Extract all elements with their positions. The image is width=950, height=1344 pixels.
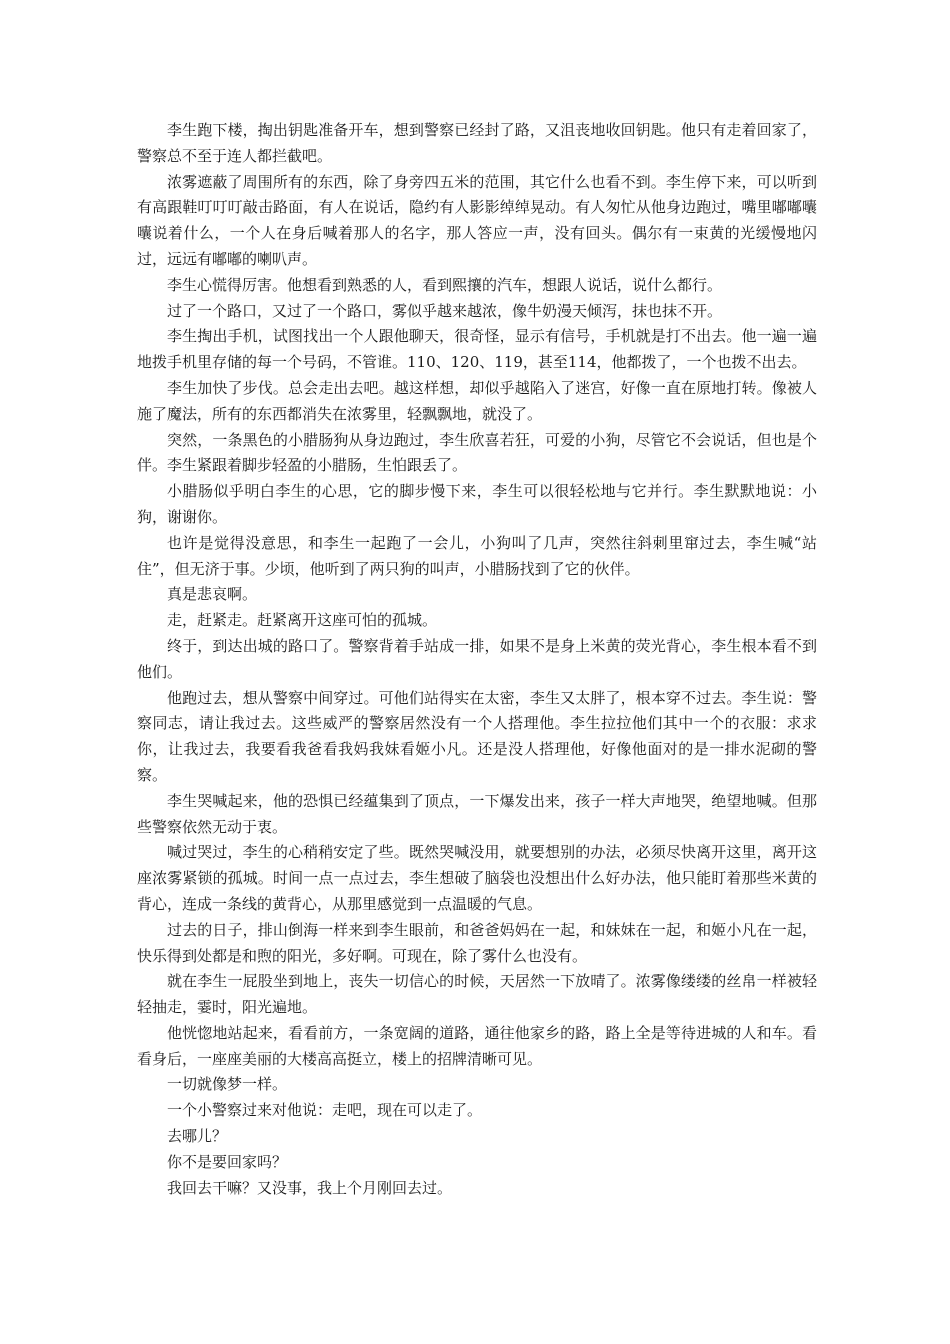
paragraph: 终于，到达出城的路口了。警察背着手站成一排，如果不是身上米黄的荧光背心，李生根本看不到他们。 [137,636,817,681]
paragraph: 也许是觉得没意思，和李生一起跑了一会儿，小狗叫了几声，突然往斜刺里窜过去，李生喊“站住”，但无济于事。少顷，他听到了两只狗的叫声，小腊肠找到了它的伙伴。 [137,533,817,578]
paragraph: 走，赶紧走。赶紧离开这座可怕的孤城。 [167,611,438,630]
paragraph: 突然，一条黑色的小腊肠狗从身边跑过，李生欣喜若狂，可爱的小狗，尽管它不会说话，但也是个伴。李生紧跟着脚步轻盈的小腊肠，生怕跟丢了。 [137,430,817,475]
paragraph: 一切就像梦一样。 [167,1075,288,1094]
paragraph: 李生跑下楼，掏出钥匙准备开车，想到警察已经封了路，又沮丧地收回钥匙。他只有走着回家了，警察总不至于连人都拦截吧。 [137,121,817,165]
paragraph: 过了一个路口，又过了一个路口，雾似乎越来越浓，像牛奶漫天倾泻，抹也抹不开。 [167,301,723,320]
paragraph: 去哪儿？ [167,1127,228,1146]
paragraph: 他恍惚地站起来，看看前方，一条宽阔的道路，通往他家乡的路，路上全是等待进城的人和车。看看身后，一座座美丽的大楼高高挺立，楼上的招牌清晰可见。 [137,1023,817,1068]
paragraph: 过去的日子，排山倒海一样来到李生眼前，和爸爸妈妈在一起，和妹妹在一起，和姬小凡在一起，快乐得到处都是和煦的阳光，多好啊。可现在，除了雾什么也没有。 [137,920,817,965]
paragraph: 一个小警察过来对他说：走吧，现在可以走了。 [167,1101,483,1120]
paragraph: 李生哭喊起来，他的恐惧已经蕴集到了顶点，一下爆发出来，孩子一样大声地哭，绝望地喊。但那些警察依然无动于衷。 [137,791,817,836]
paragraph: 喊过哭过，李生的心稍稍安定了些。既然哭喊没用，就要想别的办法，必须尽快离开这里，离开这座浓雾紧锁的孤城。时间一点一点过去，李生想破了脑袋也没想出什么好办法，他只能盯着那些米黄的背心，连成一条线的黄背心，从那里感觉到一点温暖的气息。 [137,843,817,913]
paragraph: 李生加快了步伐。总会走出去吧。越这样想，却似乎越陷入了迷宫，好像一直在原地打转。像被人施了魔法，所有的东西都消失在浓雾里，轻飘飘地，就没了。 [137,378,817,423]
paragraph: 就在李生一屁股坐到地上，丧失一切信心的时候，天居然一下放晴了。浓雾像缕缕的丝帛一样被轻轻抽走，霎时，阳光遍地。 [137,972,817,1017]
paragraph: 李生心慌得厉害。他想看到熟悉的人，看到熙攘的汽车，想跟人说话，说什么都行。 [167,275,723,294]
paragraph: 他跑过去，想从警察中间穿过。可他们站得实在太密，李生又太胖了，根本穿不过去。李生说：警察同志，请让我过去。这些威严的警察居然没有一个人搭理他。李生拉拉他们其中一个的衣服：求求你，让我过去，我要看我爸看我妈我妹看姬小凡。还是没人搭理他，好像他面对的是一排水泥砌的警察。 [137,688,817,784]
paragraph: 李生掏出手机，试图找出一个人跟他聊天，很奇怪，显示有信号，手机就是打不出去。他一遍一遍地拨手机里存储的每一个号码，不管谁。110、120、119，甚至114，他都拨了，一个也拨不出去。 [137,327,817,372]
paragraph: 我回去干嘛？又没事，我上个月刚回去过。 [167,1178,453,1197]
paragraph: 浓雾遮蔽了周围所有的东西，除了身旁四五米的范围，其它什么也看不到。李生停下来，可以听到有高跟鞋叮叮叮敲击路面，有人在说话，隐约有人影影绰绰晃动。有人匆忙从他身边跑过，嘴里嘟嘟囔囔说着什么，一个人在身后喊着那人的名字，那人答应一声，没有回头。偶尔有一束黄的光缓慢地闪过，远远有嘟嘟的喇叭声。 [137,172,817,268]
paragraph: 你不是要回家吗？ [167,1152,288,1171]
paragraph: 小腊肠似乎明白李生的心思，它的脚步慢下来，李生可以很轻松地与它并行。李生默默地说：小狗，谢谢你。 [137,482,817,526]
paragraph: 真是悲哀啊。 [167,585,258,604]
article-body [137,118,817,1201]
